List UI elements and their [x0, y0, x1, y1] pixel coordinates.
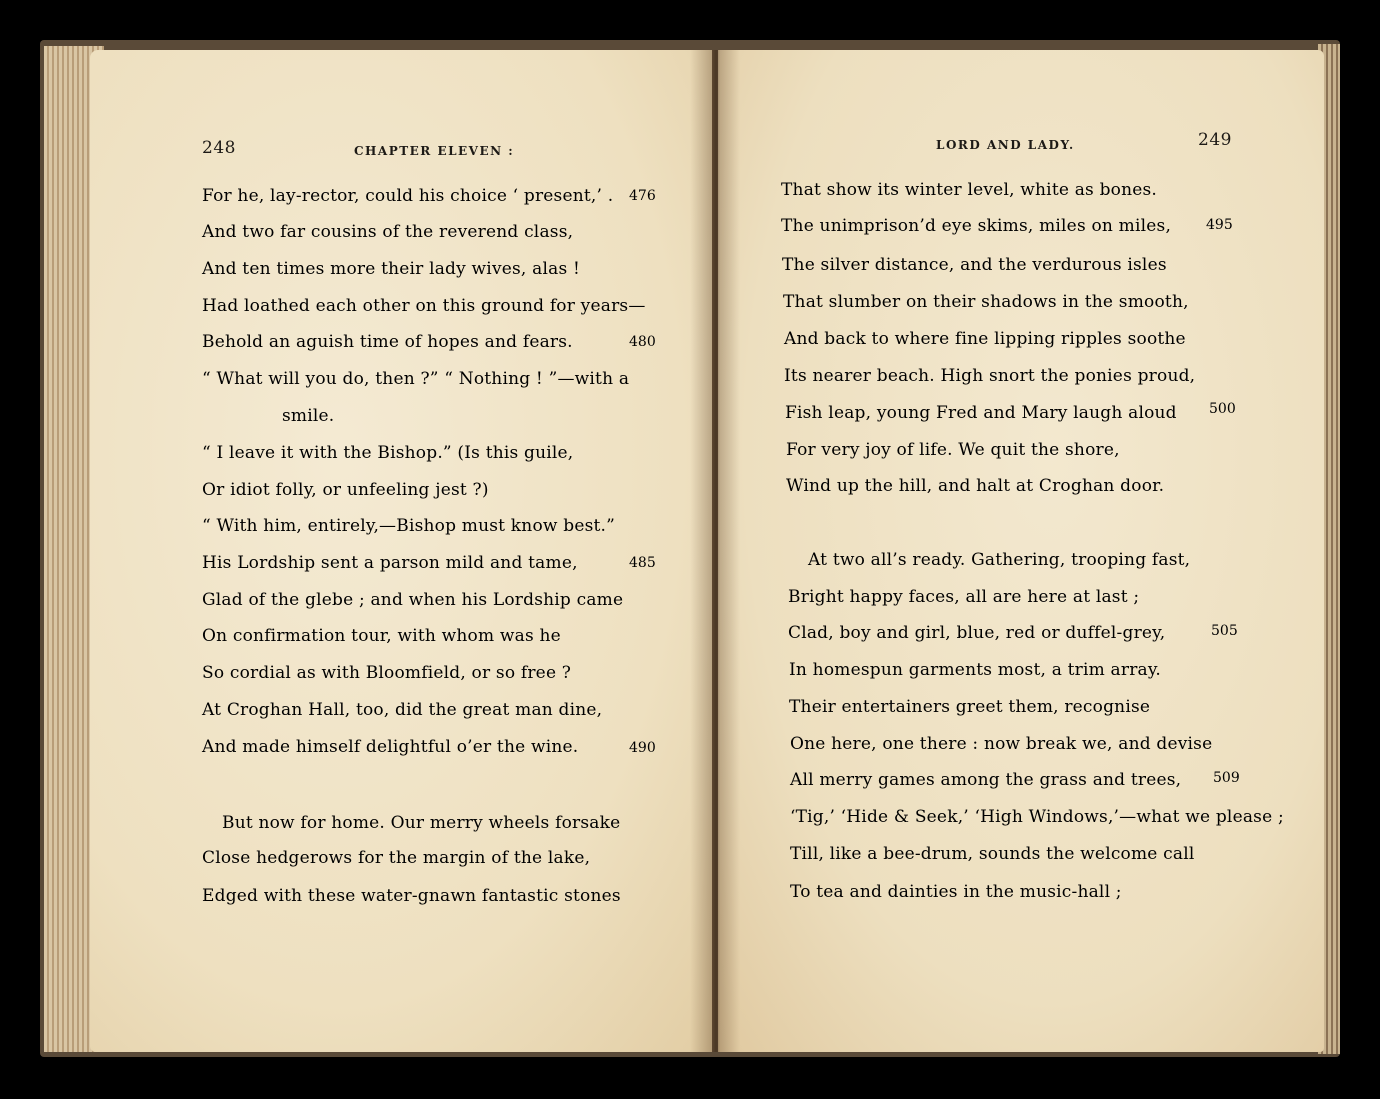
poem-line: Fish leap, young Fred and Mary laugh aloud: [785, 403, 1177, 423]
poem-line: The unimprison’d eye skims, miles on miles,: [781, 216, 1172, 236]
poem-line: Their entertainers greet them, recognise: [789, 697, 1151, 717]
poem-line: But now for home. Our merry wheels forsake: [222, 813, 621, 833]
line-number: 505: [1211, 623, 1238, 639]
poem-line: Or idiot folly, or unfeeling jest ?): [202, 480, 489, 500]
poem-line: His Lordship sent a parson mild and tame,: [202, 553, 578, 573]
line-number: 485: [629, 555, 656, 571]
poem-line: Its nearer beach. High snort the ponies proud,: [784, 366, 1196, 386]
line-number: 509: [1213, 770, 1240, 786]
line-number: 476: [629, 188, 656, 204]
poem-line: And ten times more their lady wives, alas !: [202, 259, 581, 279]
poem-line: And made himself delightful o’er the wine.: [202, 737, 579, 757]
poem-line: smile.: [282, 406, 335, 426]
poem-line: Behold an aguish time of hopes and fears.: [202, 332, 573, 352]
poem-line: And back to where fine lipping ripples soothe: [784, 329, 1186, 349]
running-head: LORD AND LADY.: [936, 138, 1075, 152]
poem-line: That slumber on their shadows in the smooth,: [783, 292, 1189, 312]
poem-line: Glad of the glebe ; and when his Lordship came: [202, 590, 624, 610]
line-number: 490: [629, 740, 656, 756]
poem-line: Had loathed each other on this ground for years—: [202, 296, 646, 316]
poem-line: All merry games among the grass and trees,: [790, 770, 1182, 790]
poem-line: In homespun garments most, a trim array.: [789, 660, 1162, 680]
poem-line: For he, lay-rector, could his choice ‘ present,’ .: [202, 186, 614, 206]
poem-line: The silver distance, and the verdurous isles: [782, 255, 1167, 275]
running-head: CHAPTER ELEVEN :: [354, 144, 515, 158]
poem-line: Wind up the hill, and halt at Croghan door.: [786, 476, 1165, 496]
poem-line: Edged with these water-gnawn fantastic stones: [202, 886, 621, 906]
poem-line: “ I leave it with the Bishop.” (Is this guile,: [202, 443, 574, 463]
line-number: 495: [1206, 217, 1233, 233]
poem-line: At Croghan Hall, too, did the great man dine,: [202, 700, 603, 720]
poem-line: “ With him, entirely,—Bishop must know best.”: [202, 516, 616, 536]
poem-line: Bright happy faces, all are here at last ;: [788, 587, 1140, 607]
poem-line: “ What will you do, then ?” “ Nothing ! ”—with a: [202, 369, 630, 389]
poem-line: Close hedgerows for the margin of the lake,: [202, 848, 591, 868]
poem-line: Clad, boy and girl, blue, red or duffel-grey,: [788, 623, 1166, 643]
poem-line: That show its winter level, white as bones.: [781, 180, 1158, 200]
poem-line: ‘Tig,’ ‘Hide & Seek,’ ‘High Windows,’—what we please ;: [790, 807, 1284, 827]
line-number: 480: [629, 334, 656, 350]
poem-line: And two far cousins of the reverend class,: [202, 222, 574, 242]
poem-line: For very joy of life. We quit the shore,: [786, 440, 1120, 460]
poem-line: Till, like a bee-drum, sounds the welcome call: [790, 844, 1195, 864]
poem-line: One here, one there : now break we, and devise: [790, 734, 1213, 754]
poem-line: On confirmation tour, with whom was he: [202, 626, 561, 646]
poem-line: At two all’s ready. Gathering, trooping fast,: [808, 550, 1191, 570]
page-number: 248: [202, 138, 236, 158]
page-number: 249: [1198, 130, 1232, 150]
poem-line: So cordial as with Bloomfield, or so free ?: [202, 663, 572, 683]
line-number: 500: [1209, 401, 1236, 417]
poem-line: To tea and dainties in the music-hall ;: [790, 882, 1122, 902]
